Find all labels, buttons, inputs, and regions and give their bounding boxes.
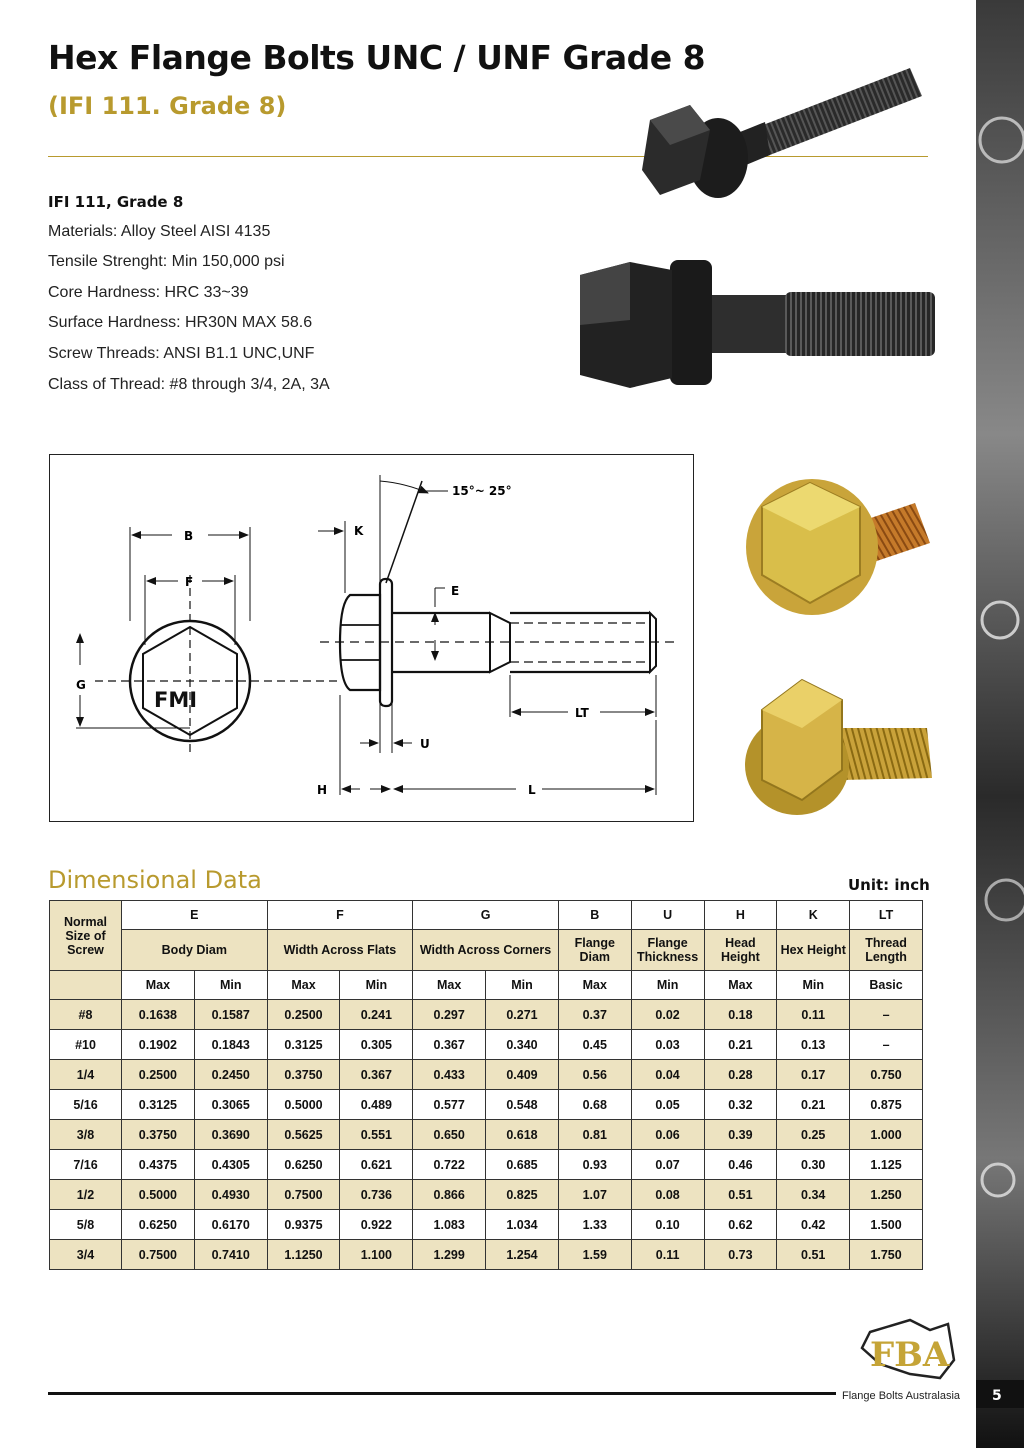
logo-text: FBA: [870, 1335, 950, 1375]
column-letter: U: [631, 901, 704, 930]
table-cell: –: [850, 1030, 923, 1060]
table-cell: 0.06: [631, 1120, 704, 1150]
table-row: [50, 1180, 923, 1210]
table-cell: 0.4930: [194, 1180, 267, 1210]
table-cell: 0.45: [558, 1030, 631, 1060]
table-cell: 0.7500: [122, 1240, 195, 1270]
table-cell: 0.51: [704, 1180, 777, 1210]
table-cell: 0.305: [340, 1030, 413, 1060]
unit-label: Unit: inch: [848, 876, 930, 894]
table-cell: 1.125: [850, 1150, 923, 1180]
table-row: [50, 1120, 923, 1150]
table-cell: 0.81: [558, 1120, 631, 1150]
table-cell: 1.299: [413, 1240, 486, 1270]
table-cell: 0.6170: [194, 1210, 267, 1240]
nominal-size-header: Normal Size of Screw: [50, 901, 122, 971]
dimensional-data-heading: Dimensional Data: [48, 866, 262, 894]
spec-line: Class of Thread: #8 through 3/4, 2A, 3A: [48, 376, 330, 393]
table-cell: 0.367: [340, 1060, 413, 1090]
size-cell: #8: [50, 1000, 122, 1030]
nominal-size-spacer: [50, 971, 122, 1000]
table-cell: 1.33: [558, 1210, 631, 1240]
table-cell: 0.93: [558, 1150, 631, 1180]
column-description: Hex Height: [777, 930, 850, 971]
table-cell: 0.2500: [122, 1060, 195, 1090]
engine-photo-strip: [976, 0, 1024, 1448]
table-cell: 0.722: [413, 1150, 486, 1180]
size-cell: 1/2: [50, 1180, 122, 1210]
column-letter: K: [777, 901, 850, 930]
table-cell: 0.685: [486, 1150, 559, 1180]
minmax-label: Max: [558, 971, 631, 1000]
dim-label-lt: LT: [575, 706, 589, 720]
column-description: Flange Diam: [558, 930, 631, 971]
minmax-label: Max: [413, 971, 486, 1000]
minmax-label: Basic: [850, 971, 923, 1000]
table-cell: 0.433: [413, 1060, 486, 1090]
gold-bolt-photo-front: [740, 465, 940, 630]
page-subtitle: (IFI 111. Grade 8): [48, 92, 287, 120]
table-row: [50, 1060, 923, 1090]
table-cell: 0.489: [340, 1090, 413, 1120]
minmax-label: Max: [122, 971, 195, 1000]
table-cell: 0.5000: [122, 1180, 195, 1210]
table-cell: 1.59: [558, 1240, 631, 1270]
dim-label-l: L: [528, 783, 536, 797]
minmax-label: Min: [777, 971, 850, 1000]
table-cell: 0.1902: [122, 1030, 195, 1060]
table-cell: 1.083: [413, 1210, 486, 1240]
table-cell: 0.736: [340, 1180, 413, 1210]
table-cell: 0.922: [340, 1210, 413, 1240]
dim-label-h: H: [317, 783, 328, 797]
gold-bolt-photo-angled: [742, 670, 942, 820]
table-cell: 0.4305: [194, 1150, 267, 1180]
table-cell: 1.254: [486, 1240, 559, 1270]
table-cell: 0.5625: [267, 1120, 340, 1150]
company-name: Flange Bolts Australasia: [842, 1390, 961, 1402]
table-cell: 0.650: [413, 1120, 486, 1150]
angle-label: 15°~ 25°: [452, 484, 512, 498]
table-cell: 0.3125: [122, 1090, 195, 1120]
table-cell: 0.621: [340, 1150, 413, 1180]
table-cell: 0.11: [777, 1000, 850, 1030]
table-cell: 0.25: [777, 1120, 850, 1150]
technical-drawing: [49, 454, 694, 822]
table-cell: 0.73: [704, 1240, 777, 1270]
size-cell: 7/16: [50, 1150, 122, 1180]
table-cell: 0.271: [486, 1000, 559, 1030]
size-cell: 3/8: [50, 1120, 122, 1150]
minmax-label: Min: [340, 971, 413, 1000]
table-cell: 0.4375: [122, 1150, 195, 1180]
table-cell: 0.37: [558, 1000, 631, 1030]
table-cell: 1.000: [850, 1120, 923, 1150]
dim-label-e: E: [451, 584, 460, 598]
column-description: Body Diam: [122, 930, 268, 971]
table-cell: 0.62: [704, 1210, 777, 1240]
footer-divider: [48, 1392, 836, 1395]
table-cell: 0.6250: [267, 1150, 340, 1180]
column-letter: LT: [850, 901, 923, 930]
table-cell: 0.3125: [267, 1030, 340, 1060]
table-cell: 0.03: [631, 1030, 704, 1060]
minmax-label: Max: [267, 971, 340, 1000]
table-cell: 0.297: [413, 1000, 486, 1030]
table-cell: 0.18: [704, 1000, 777, 1030]
column-description: Flange Thickness: [631, 930, 704, 971]
dim-label-f: F: [185, 575, 194, 589]
table-cell: 0.13: [777, 1030, 850, 1060]
table-cell: –: [850, 1000, 923, 1030]
table-cell: 0.08: [631, 1180, 704, 1210]
table-cell: 1.500: [850, 1210, 923, 1240]
column-letter: H: [704, 901, 777, 930]
dim-label-u: U: [420, 737, 430, 751]
table-cell: 0.21: [777, 1090, 850, 1120]
table-cell: 0.11: [631, 1240, 704, 1270]
minmax-label: Min: [631, 971, 704, 1000]
table-cell: 1.750: [850, 1240, 923, 1270]
table-cell: 0.34: [777, 1180, 850, 1210]
table-cell: 0.5000: [267, 1090, 340, 1120]
table-cell: 0.51: [777, 1240, 850, 1270]
column-letter: G: [413, 901, 559, 930]
dimensional-table-body: [50, 1000, 923, 1270]
table-cell: 0.3065: [194, 1090, 267, 1120]
table-cell: 0.551: [340, 1120, 413, 1150]
table-row: [50, 1150, 923, 1180]
table-cell: 0.02: [631, 1000, 704, 1030]
column-description: Width Across Flats: [267, 930, 413, 971]
table-cell: 0.1843: [194, 1030, 267, 1060]
table-cell: 0.750: [850, 1060, 923, 1090]
table-cell: 1.1250: [267, 1240, 340, 1270]
table-cell: 0.618: [486, 1120, 559, 1150]
minmax-label: Min: [194, 971, 267, 1000]
size-cell: #10: [50, 1030, 122, 1060]
bolt-photo-angled: [630, 30, 930, 200]
table-cell: 0.7410: [194, 1240, 267, 1270]
table-row: [50, 1090, 923, 1120]
fba-logo: [850, 1300, 968, 1382]
column-description: Head Height: [704, 930, 777, 971]
dim-label-g: G: [76, 678, 86, 692]
size-cell: 5/8: [50, 1210, 122, 1240]
table-cell: 0.2450: [194, 1060, 267, 1090]
table-cell: 0.56: [558, 1060, 631, 1090]
column-description: Thread Length: [850, 930, 923, 971]
table-cell: 0.367: [413, 1030, 486, 1060]
table-cell: 0.17: [777, 1060, 850, 1090]
table-row: [50, 1000, 923, 1030]
spec-line: Surface Hardness: HR30N MAX 58.6: [48, 314, 313, 331]
table-cell: 0.7500: [267, 1180, 340, 1210]
table-cell: 0.6250: [122, 1210, 195, 1240]
table-cell: 1.034: [486, 1210, 559, 1240]
spec-line: Core Hardness: HRC 33~39: [48, 284, 249, 301]
table-cell: 0.05: [631, 1090, 704, 1120]
table-cell: 0.1638: [122, 1000, 195, 1030]
column-letter: B: [558, 901, 631, 930]
table-cell: 0.68: [558, 1090, 631, 1120]
dimensional-table: [49, 900, 923, 1270]
dim-label-b: B: [184, 529, 194, 543]
spec-line: Screw Threads: ANSI B1.1 UNC,UNF: [48, 345, 315, 362]
table-cell: 0.46: [704, 1150, 777, 1180]
spec-heading: IFI 111, Grade 8: [48, 193, 184, 211]
size-cell: 3/4: [50, 1240, 122, 1270]
column-letter: F: [267, 901, 413, 930]
table-cell: 0.3750: [267, 1060, 340, 1090]
table-row: [50, 1240, 923, 1270]
table-cell: 0.2500: [267, 1000, 340, 1030]
dim-label-k: K: [354, 524, 364, 538]
column-description: Width Across Corners: [413, 930, 559, 971]
table-cell: 0.875: [850, 1090, 923, 1120]
table-cell: 0.28: [704, 1060, 777, 1090]
table-cell: 0.1587: [194, 1000, 267, 1030]
table-row: [50, 1030, 923, 1060]
page-title: Hex Flange Bolts UNC / UNF Grade 8: [48, 38, 706, 77]
table-cell: 0.577: [413, 1090, 486, 1120]
spec-line: Materials: Alloy Steel AISI 4135: [48, 223, 271, 240]
table-cell: 0.3750: [122, 1120, 195, 1150]
table-row: [50, 1210, 923, 1240]
table-cell: 1.07: [558, 1180, 631, 1210]
size-cell: 5/16: [50, 1090, 122, 1120]
table-cell: 0.3690: [194, 1120, 267, 1150]
page-number: 5: [992, 1388, 1002, 1404]
table-cell: 0.07: [631, 1150, 704, 1180]
size-cell: 1/4: [50, 1060, 122, 1090]
bolt-photo-side: [570, 250, 940, 395]
table-cell: 0.340: [486, 1030, 559, 1060]
table-cell: 0.548: [486, 1090, 559, 1120]
minmax-label: Min: [486, 971, 559, 1000]
head-marking: FMI: [154, 688, 198, 712]
table-cell: 0.04: [631, 1060, 704, 1090]
table-cell: 0.39: [704, 1120, 777, 1150]
table-cell: 0.30: [777, 1150, 850, 1180]
table-cell: 0.241: [340, 1000, 413, 1030]
spec-line: Tensile Strenght: Min 150,000 psi: [48, 253, 285, 270]
table-cell: 0.42: [777, 1210, 850, 1240]
table-cell: 0.866: [413, 1180, 486, 1210]
minmax-label: Max: [704, 971, 777, 1000]
table-cell: 0.9375: [267, 1210, 340, 1240]
table-cell: 0.825: [486, 1180, 559, 1210]
table-cell: 0.10: [631, 1210, 704, 1240]
table-cell: 1.100: [340, 1240, 413, 1270]
column-letter: E: [122, 901, 268, 930]
table-cell: 0.409: [486, 1060, 559, 1090]
table-cell: 0.32: [704, 1090, 777, 1120]
table-cell: 1.250: [850, 1180, 923, 1210]
table-cell: 0.21: [704, 1030, 777, 1060]
